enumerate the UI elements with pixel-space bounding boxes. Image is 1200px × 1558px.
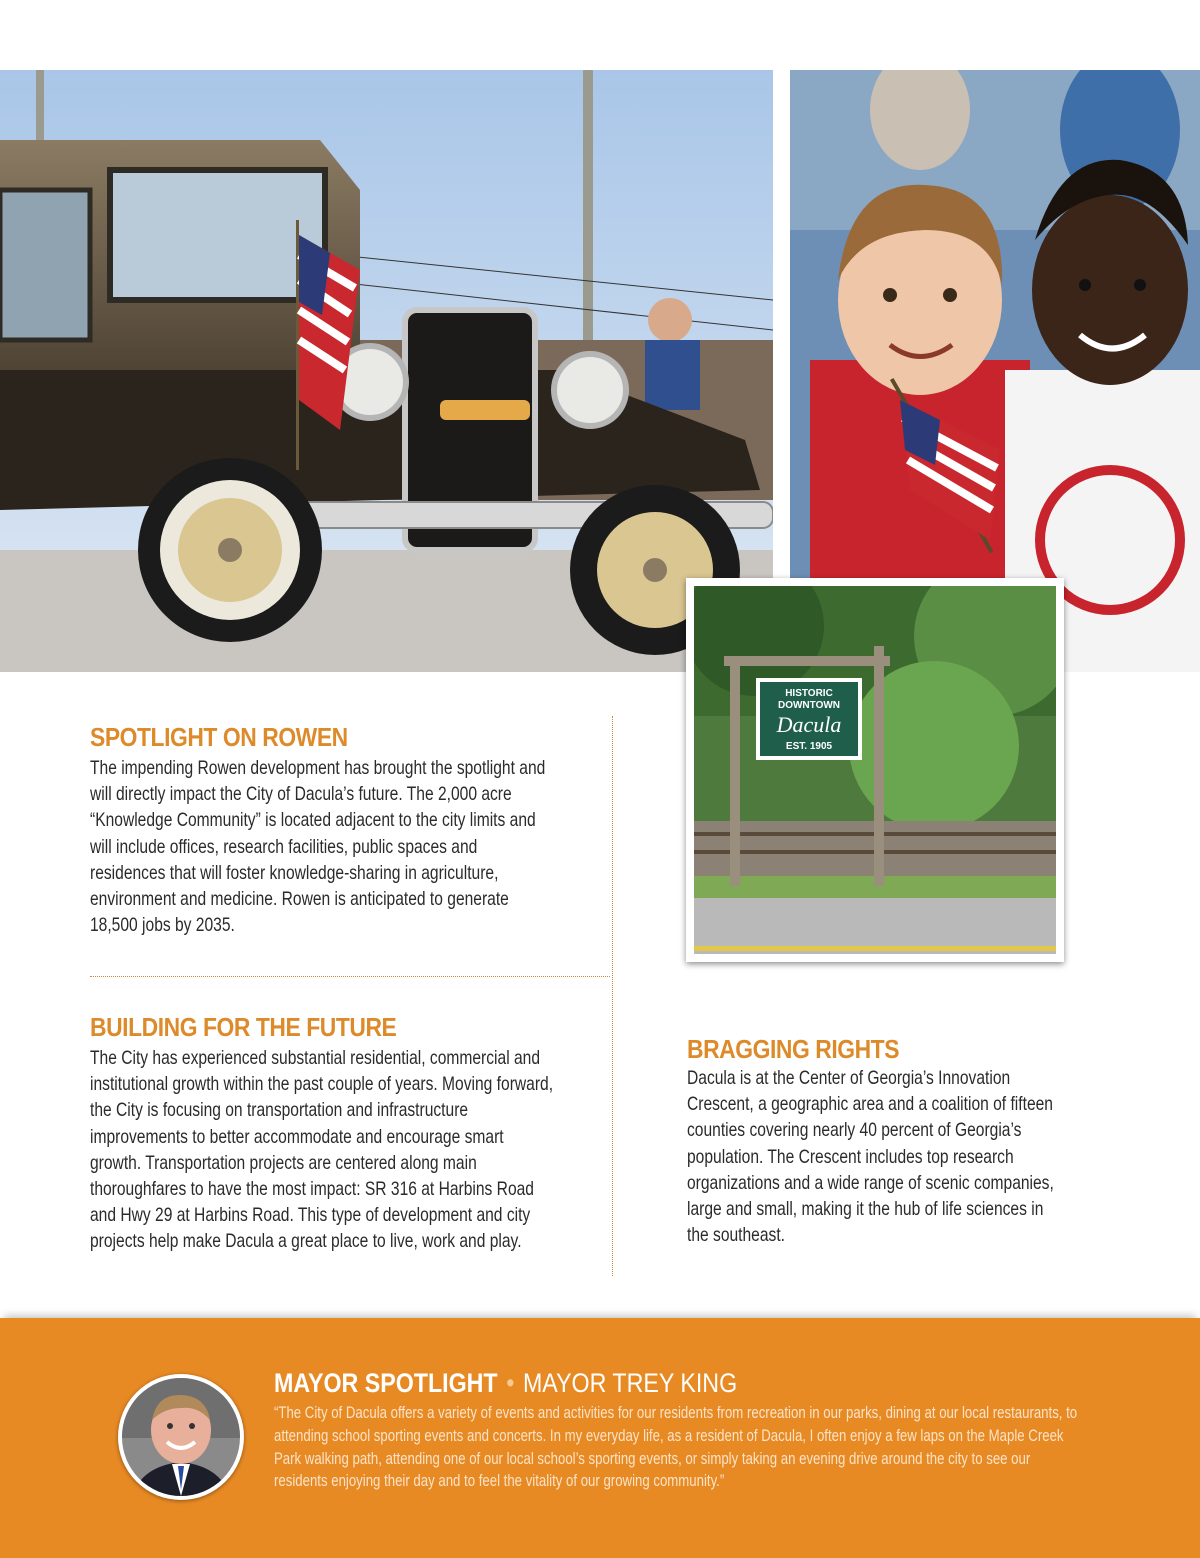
sign-text-line1: HISTORIC: [785, 688, 833, 699]
sign-text-line2: DOWNTOWN: [777, 700, 841, 711]
bragging-heading: BRAGGING RIGHTS: [687, 1034, 900, 1064]
horizontal-divider: [90, 976, 610, 977]
mayor-spotlight-label: MAYOR SPOTLIGHT: [274, 1368, 498, 1398]
vintage-car-illustration: [0, 70, 773, 672]
mayor-spotlight-band: [0, 1318, 1200, 1558]
historic-sign-photo-frame: [686, 578, 1064, 962]
sign-text-est: EST. 1905: [785, 741, 833, 752]
mayor-avatar: [118, 1374, 244, 1500]
mayor-name: MAYOR TREY KING: [522, 1368, 738, 1398]
historic-sign-illustration: [694, 586, 1056, 954]
mayor-portrait-illustration: [122, 1378, 240, 1496]
vintage-car-photo: [0, 70, 773, 672]
bragging-body: Dacula is at the Center of Georgia’s Innovation Crescent, a geographic area and a coalition of fifteen counties covering nearly 40 percent of Georgia’s population. The Crescent includes top research organizations and a wide range of scenic companies, large and small, making it the hub of life sciences in the southeast.: [687, 1067, 1054, 1247]
sign-text-name: Dacula: [776, 712, 842, 737]
rowen-heading: SPOTLIGHT ON ROWEN: [90, 722, 348, 752]
historic-downtown-sign-photo: [694, 586, 1056, 954]
future-heading: BUILDING FOR THE FUTURE: [90, 1012, 397, 1042]
vertical-divider: [612, 716, 613, 1276]
mayor-title-line: [274, 1368, 737, 1399]
future-body: The City has experienced substantial residential, commercial and institutional growth within the past couple of years. Moving forward, the City is focusing on transportation and infrastructure improvements to better accommodate and encourage smart growth. Transportation projects are centered along main thoroughfares to have the most impact: SR 316 at Harbins Road and Hwy 29 at Harbins Road. This type of development and city projects help make Dacula a great place to live, work and play.: [90, 1047, 554, 1253]
mayor-separator: •: [506, 1368, 515, 1398]
rowen-body: The impending Rowen development has brought the spotlight and will directly impact the City of Dacula’s future. The 2,000 acre “Knowledge Community” is located adjacent to the city limits and will include offices, research facilities, public spaces and residences that will foster knowledge-sharing in agriculture, environment and medicine. Rowen is anticipated to generate 18,500 jobs by 2035.: [90, 757, 546, 937]
mayor-quote: “The City of Dacula offers a variety of events and activities for our residents from recreation in our parks, dining at our local restaurants, to attending school sporting events and concerts. In my everyday life, as a resident of Dacula, I often enjoy a few laps on the Maple Creek Park walking path, attending one of our local school’s sporting events, or simply taking an evening drive around the city to see our residents enjoying their day and to feel the vitality of our growing community.”: [274, 1404, 1078, 1491]
